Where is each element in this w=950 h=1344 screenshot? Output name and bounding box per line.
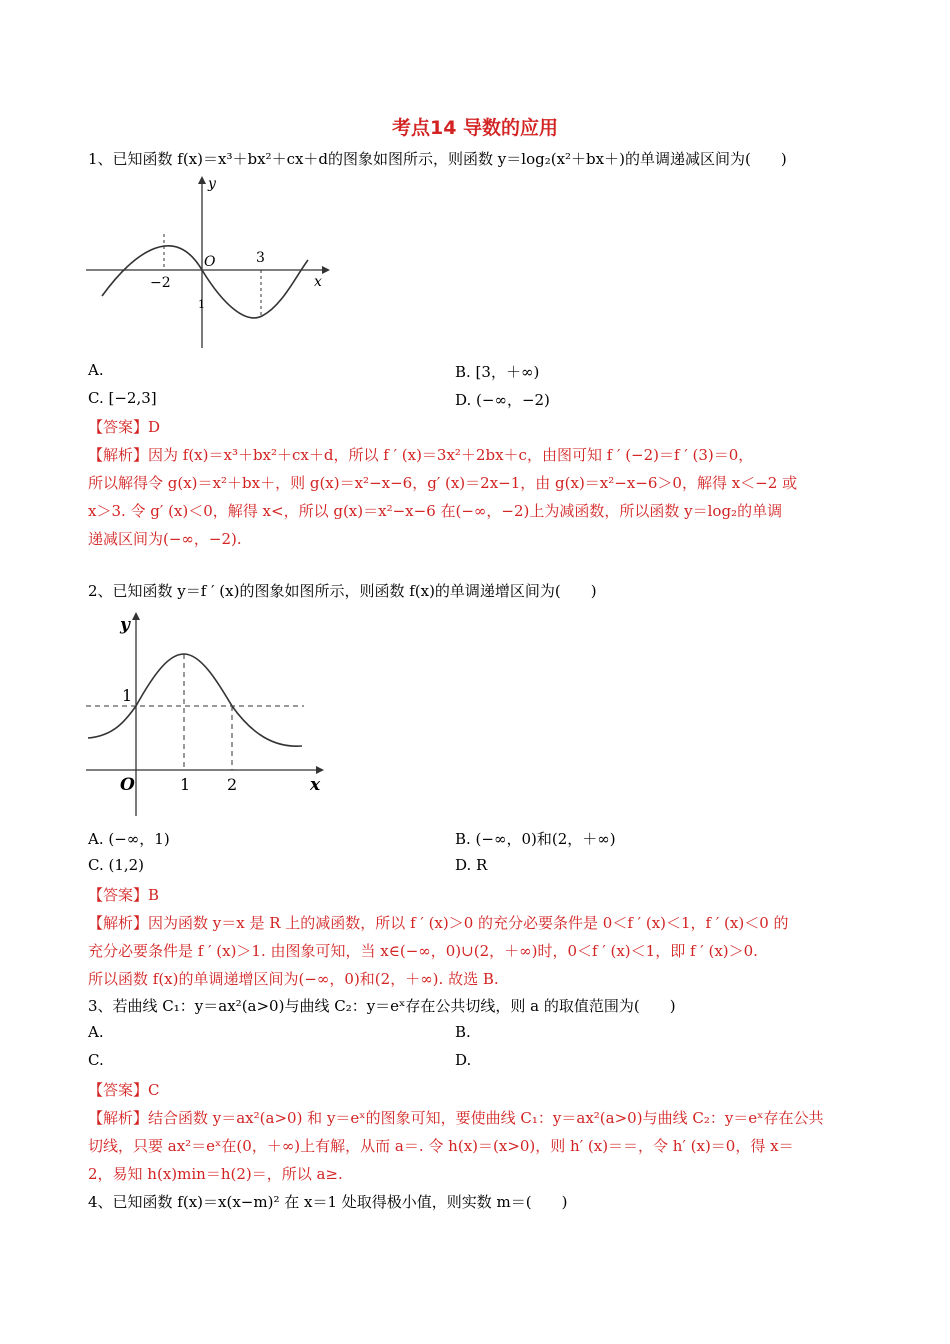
- q1-explanation-line-4: 递减区间为(−∞，−2).: [88, 530, 242, 548]
- q1-explanation-line-1: 【解析】因为 f(x)＝x³＋bx²＋cx＋d，所以 f ′ (x)＝3x²＋2bx＋c，由图可知 f ′ (−2)＝f ′ (3)＝0，: [88, 446, 754, 464]
- q2-graph: [84, 608, 334, 818]
- q3-explanation-line-2: 切线，只要 ax²＝eˣ在(0，＋∞)上有解，从而 a＝. 令 h(x)＝(x>0)，则 h′ (x)＝＝，令 h′ (x)＝0，得 x＝: [88, 1137, 794, 1155]
- q2-origin-label: O: [120, 775, 135, 795]
- q4-stem: 4、已知函数 f(x)＝x(x−m)² 在 x＝1 处取得极小值，则实数 m＝( ): [88, 1193, 568, 1211]
- q2-y-arrow: [132, 612, 140, 620]
- q2-stem: 2、已知函数 y＝f ′ (x)的图象如图所示，则函数 f(x)的单调递增区间为( ): [88, 582, 597, 600]
- q1-x-label: x: [314, 274, 322, 290]
- q1-tick-3: 3: [256, 250, 265, 266]
- q2-answer: 【答案】B: [88, 886, 160, 904]
- q1-graph: [84, 174, 334, 350]
- q3-option-d[interactable]: D.: [455, 1051, 472, 1069]
- q2-tick-x1: 1: [180, 775, 191, 794]
- q2-option-d[interactable]: D. R: [455, 856, 488, 874]
- page-title: 考点14 导数的应用: [391, 117, 559, 139]
- q3-option-c[interactable]: C.: [88, 1051, 104, 1069]
- q1-y-label: y: [208, 176, 216, 192]
- q1-option-a[interactable]: A.: [88, 361, 104, 379]
- q1-tick-1: 1: [198, 298, 205, 311]
- q3-option-b[interactable]: B.: [455, 1023, 471, 1041]
- q2-tick-y1: 1: [122, 686, 133, 705]
- q2-explanation-line-1: 【解析】因为函数 y＝x 是 R 上的减函数，所以 f ′ (x)＞0 的充分必要条件是 0＜f ′ (x)＜1，f ′ (x)＜0 的: [88, 914, 789, 932]
- q3-option-a[interactable]: A.: [88, 1023, 104, 1041]
- q3-answer: 【答案】C: [88, 1081, 160, 1099]
- q3-explanation-line-3: 2，易知 h(x)min＝h(2)＝，所以 a≥.: [88, 1165, 343, 1183]
- q2-curve: [88, 654, 302, 746]
- q2-option-b[interactable]: B. (−∞，0)和(2，＋∞): [455, 830, 616, 848]
- q1-x-arrow: [322, 266, 330, 274]
- q2-tick-x2: 2: [227, 775, 238, 794]
- q2-x-arrow: [316, 766, 324, 774]
- q2-option-c[interactable]: C. (1,2): [88, 856, 145, 874]
- q1-option-b[interactable]: B. [3，＋∞): [455, 363, 540, 381]
- q1-explanation-line-3: x＞3. 令 g′ (x)＜0，解得 x<，所以 g(x)＝x²−x−6 在(−∞，−2)上为减函数，所以函数 y＝log₂的单调: [88, 502, 783, 520]
- q2-y-label: y: [120, 615, 130, 635]
- q1-option-d[interactable]: D. (−∞，−2): [455, 391, 550, 409]
- q3-explanation-line-1: 【解析】结合函数 y＝ax²(a>0) 和 y＝eˣ的图象可知，要使曲线 C₁：y＝ax²(a>0)与曲线 C₂：y＝eˣ存在公共: [88, 1109, 824, 1127]
- q2-explanation-line-3: 所以函数 f(x)的单调递增区间为(−∞，0)和(2，＋∞). 故选 B.: [88, 970, 499, 988]
- q1-origin-label: O: [204, 254, 216, 270]
- q1-explanation-line-2: 所以解得令 g(x)＝x²＋bx＋，则 g(x)＝x²−x−6，g′ (x)＝2x−1，由 g(x)＝x²−x−6＞0，解得 x＜−2 或: [88, 474, 798, 492]
- q1-answer: 【答案】D: [88, 418, 161, 436]
- q1-tick-neg2: −2: [150, 275, 171, 291]
- q1-option-c[interactable]: C. [−2,3]: [88, 389, 157, 407]
- q2-option-a[interactable]: A. (−∞，1): [88, 830, 170, 848]
- q2-x-label: x: [310, 775, 321, 795]
- q1-stem: 1、已知函数 f(x)＝x³＋bx²＋cx＋d的图象如图所示，则函数 y＝log₂(x²＋bx＋)的单调递减区间为( ): [88, 150, 787, 168]
- q3-stem: 3、若曲线 C₁：y＝ax²(a>0)与曲线 C₂：y＝eˣ存在公共切线，则 a 的取值范围为( ): [88, 997, 676, 1015]
- q1-y-arrow: [198, 176, 206, 184]
- q2-explanation-line-2: 充分必要条件是 f ′ (x)＞1. 由图象可知，当 x∈(−∞，0)∪(2，＋∞)时，0＜f ′ (x)＜1，即 f ′ (x)＞0.: [88, 942, 758, 960]
